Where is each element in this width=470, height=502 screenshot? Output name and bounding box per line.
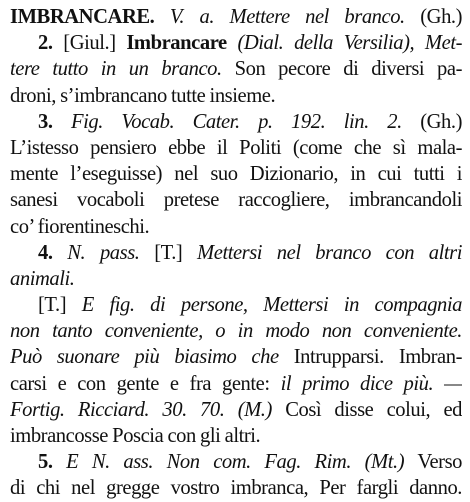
sense-3-label: Fig. bbox=[70, 110, 103, 133]
sense-4-label: N. pass. bbox=[67, 241, 140, 264]
entry-gloss: Mettere nel branco. bbox=[229, 6, 405, 28]
sense-4-sub-line-2 bbox=[10, 318, 462, 344]
sense-3-number: 3. bbox=[38, 110, 53, 133]
sense-4-sub-citation: Fortig. Ricciard. 30. 70. bbox=[10, 398, 225, 421]
sense-3-text-3: mente l’eseguisse) nel suo Dizionario, in cui tutti i bbox=[10, 163, 462, 186]
sense-4-sub-text-4b: il primo dice più. — bbox=[280, 372, 462, 395]
sense-4-sub-line-6 bbox=[10, 423, 462, 449]
sense-2-example-part-2: droni, s’imbrancano tutte insieme. bbox=[10, 84, 276, 107]
sense-2-region: (Dial. della Versilia), bbox=[237, 32, 415, 55]
sense-3-line-1 bbox=[10, 109, 462, 135]
sense-3-text-5: co’ fiorentineschi. bbox=[10, 215, 150, 238]
sense-4-number: 4. bbox=[38, 241, 53, 264]
sense-4-sub-quote-part-2: imbrancosse Poscia con gli altri. bbox=[10, 425, 261, 447]
sense-3-text-2: L’istesso pensiero ebbe il Politi (come che sì mala- bbox=[10, 136, 462, 159]
sense-5-def-part-1: Verso bbox=[417, 451, 462, 474]
sense-3-line-3 bbox=[10, 161, 462, 187]
sense-4-sub-text-4a: carsi e con gente e fra gente: bbox=[10, 372, 270, 395]
sense-4-tag: [T.] bbox=[154, 241, 183, 264]
sense-5-number: 5. bbox=[38, 451, 53, 474]
sense-3-line-2 bbox=[10, 135, 462, 161]
sense-4-line-2 bbox=[10, 266, 462, 292]
sense-5-line-2 bbox=[10, 475, 462, 501]
sense-3-line-4 bbox=[10, 187, 462, 213]
sense-2-def-part-1: Met- bbox=[424, 32, 462, 55]
sense-3-reference: Vocab. Cater. p. 192. lin. 2. bbox=[121, 110, 402, 133]
sense-2-tag: [Giul.] bbox=[63, 32, 116, 55]
sense-4-sub-line-5 bbox=[10, 397, 462, 423]
source-abbrev: (Gh.) bbox=[420, 6, 462, 28]
sense-4-sub-text-2: non tanto conveniente, o in modo non conveniente. bbox=[10, 320, 462, 343]
sense-4-sub-source: (M.) bbox=[237, 398, 272, 421]
sense-4-def-part-1: Mettersi nel branco con altri bbox=[197, 241, 462, 264]
sense-5-line-1 bbox=[10, 449, 462, 475]
sense-4-def-part-2: animali. bbox=[10, 267, 75, 290]
sense-4-sub-quote-part-1: Così disse colui, ed bbox=[285, 398, 462, 421]
sense-2-def-part-2: tere tutto in un branco. bbox=[10, 58, 222, 81]
sense-4-line-1 bbox=[10, 240, 462, 266]
part-of-speech: V. a. bbox=[169, 6, 215, 28]
sense-2-number: 2. bbox=[38, 32, 53, 55]
sense-5-source: (Mt.) bbox=[364, 451, 405, 474]
sense-3-source: (Gh.) bbox=[420, 110, 462, 133]
sense-4-sub-text-3b: Intrupparsi. Imbran- bbox=[293, 346, 462, 369]
sense-2-lemma: Imbrancare bbox=[126, 32, 227, 55]
sense-2-line-3 bbox=[10, 83, 462, 109]
sense-4-sub-line-1 bbox=[10, 292, 462, 318]
sense-4-sub-text-3a: Può suonare più biasimo che bbox=[10, 346, 279, 369]
sense-2-line-2 bbox=[10, 56, 462, 82]
sense-4-sub-line-4 bbox=[10, 371, 462, 397]
sense-4-sub-line-3 bbox=[10, 344, 462, 370]
entry-headword: IMBRANCARE. bbox=[10, 6, 155, 28]
sense-5-text-2: di chi nel gregge vostro imbranca, Per fargli danno. bbox=[10, 477, 462, 500]
sense-3-line-5 bbox=[10, 214, 462, 240]
sense-2-line-1 bbox=[10, 30, 462, 56]
sense-4-sub-def-part-1: E fig. di persone, Mettersi in compagnia bbox=[81, 294, 462, 317]
sense-5-label: E N. ass. Non com. Fag. Rim. bbox=[66, 451, 352, 474]
sense-4-sub-tag: [T.] bbox=[38, 294, 67, 317]
sense-3-text-4: sanesi vocaboli pretese raccogliere, imbrancandoli bbox=[10, 189, 462, 212]
sense-2-example-part-1: Son pecore di diversi pa- bbox=[234, 58, 462, 81]
entry-headword-line bbox=[10, 4, 462, 30]
